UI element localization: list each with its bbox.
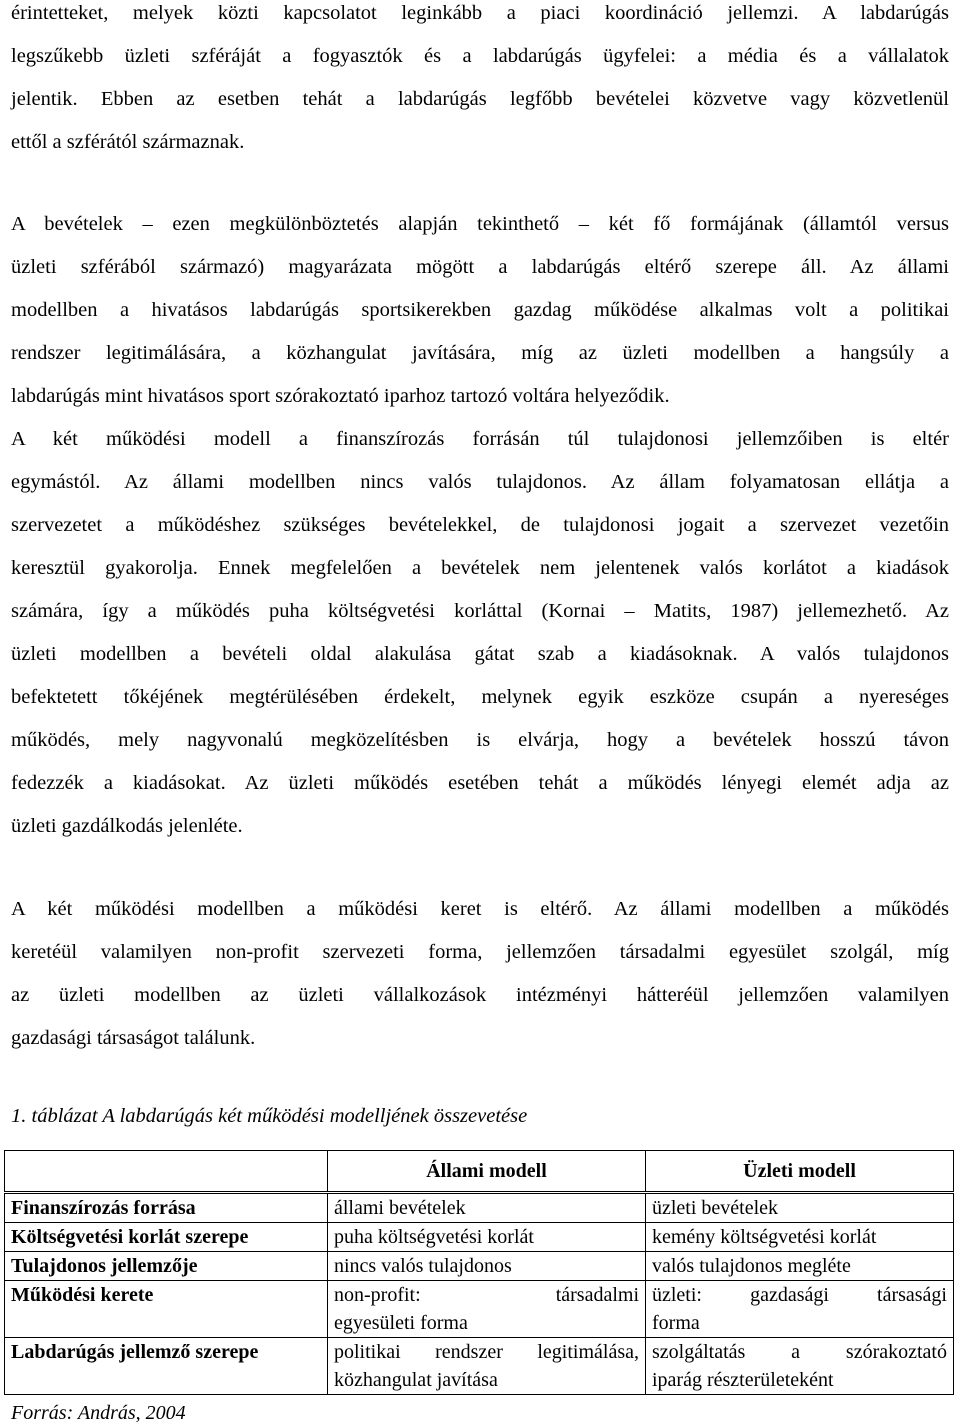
- cell-text: politikai rendszer legitimálása,: [334, 1341, 639, 1363]
- table-row: [5, 1223, 954, 1252]
- cell-text: állami bevételek: [334, 1197, 466, 1219]
- row-label: Labdarúgás jellemző szerepe: [5, 1338, 328, 1395]
- table-row: [5, 1338, 954, 1395]
- text-line: A két működési modellben a működési keret is eltérő. Az állami modellben a működés: [11, 898, 949, 920]
- row-label: Tulajdonos jellemzője: [5, 1252, 328, 1281]
- text-line: egymástól. Az állami modellben nincs valós tulajdonos. Az állam folyamatosan ellátja a: [11, 471, 949, 493]
- paragraph-1: [11, 0, 949, 164]
- business-cell: [646, 1193, 954, 1223]
- cell-text: üzleti bevételek: [652, 1197, 779, 1219]
- paragraph-2: [11, 203, 949, 848]
- comparison-table: [4, 1150, 954, 1395]
- text-line: érintetteket, melyek közti kapcsolatot leginkább a piaci koordináció jellemzi. A labdarúgás: [11, 2, 949, 24]
- cell-text: puha költségvetési korlát: [334, 1226, 534, 1248]
- text-line: ettől a szférától származnak.: [11, 131, 245, 153]
- table-header-business-model: Üzleti modell: [646, 1151, 954, 1193]
- table-caption: 1. táblázat A labdarúgás két működési modelljének összevetése: [11, 1105, 528, 1127]
- row-label: Működési kerete: [5, 1281, 328, 1338]
- text-line: befektetett tőkéjének megtérülésében érdekelt, melynek egyik eszköze csupán a nyereséges: [11, 686, 949, 708]
- cell-text: üzleti: gazdasági társasági: [652, 1284, 947, 1306]
- text-line: jelentik. Ebben az esetben tehát a labdarúgás legfőbb bevételei közvetve vagy közvetlenül: [11, 88, 949, 110]
- text-line: gazdasági társaságot találunk.: [11, 1027, 256, 1049]
- cell-text: nincs valós tulajdonos: [334, 1255, 512, 1277]
- text-line: labdarúgás mint hivatásos sport szórakoztató iparhoz tartozó voltára helyeződik.: [11, 385, 670, 407]
- table-row: [5, 1193, 954, 1223]
- table-source: Forrás: András, 2004: [11, 1402, 186, 1424]
- text-line: modellben a hivatásos labdarúgás sportsikerekben gazdag működése alkalmas volt a politikai: [11, 299, 949, 321]
- text-line: A bevételek – ezen megkülönböztetés alapján tekinthető – két fő formájának (államtól versus: [11, 213, 949, 235]
- business-cell: [646, 1223, 954, 1252]
- text-line: működés, mely nagyvonalú megközelítésben is elvárja, hogy a bevételek hosszú távon: [11, 729, 949, 751]
- state-cell: [328, 1223, 646, 1252]
- text-line: rendszer legitimálására, a közhangulat javítására, míg az üzleti modellben a hangsúly a: [11, 342, 949, 364]
- table-header-row: [5, 1151, 954, 1193]
- cell-text: szolgáltatás a szórakoztató: [652, 1341, 947, 1363]
- table-header-empty: [5, 1151, 328, 1193]
- row-label: Finanszírozás forrása: [5, 1193, 328, 1223]
- cell-text: forma: [652, 1312, 700, 1334]
- cell-text: iparág részterületeként: [652, 1369, 834, 1391]
- state-cell: [328, 1252, 646, 1281]
- table-row: [5, 1281, 954, 1338]
- text-line: üzleti gazdálkodás jelenléte.: [11, 815, 243, 837]
- state-cell: [328, 1281, 646, 1338]
- state-cell: [328, 1338, 646, 1395]
- table-header-state-model: Állami modell: [328, 1151, 646, 1193]
- text-line: üzleti modellben a bevételi oldal alakulása gátat szab a kiadásoknak. A valós tulajdonos: [11, 643, 949, 665]
- text-line: számára, így a működés puha költségvetési korláttal (Kornai – Matits, 1987) jellemezhető. Az: [11, 600, 949, 622]
- row-label: Költségvetési korlát szerepe: [5, 1223, 328, 1252]
- paragraph-3: [11, 888, 949, 1060]
- cell-text: közhangulat javítása: [334, 1369, 498, 1391]
- text-line: az üzleti modellben az üzleti vállalkozások intézményi hátteréül jellemzően valamilyen: [11, 984, 949, 1006]
- business-cell: [646, 1338, 954, 1395]
- cell-text: non-profit: társadalmi: [334, 1284, 639, 1306]
- table-row: [5, 1252, 954, 1281]
- cell-text: kemény költségvetési korlát: [652, 1226, 877, 1248]
- business-cell: [646, 1281, 954, 1338]
- text-line: üzleti szférából származó) magyarázata mögött a labdarúgás eltérő szerepe áll. Az állami: [11, 256, 949, 278]
- state-cell: [328, 1193, 646, 1223]
- text-line: fedezzék a kiadásokat. Az üzleti működés esetében tehát a működés lényegi elemét adja az: [11, 772, 949, 794]
- business-cell: [646, 1252, 954, 1281]
- cell-text: egyesületi forma: [334, 1312, 468, 1334]
- text-line: szervezetet a működéshez szükséges bevételekkel, de tulajdonosi jogait a szervezet vezetőin: [11, 514, 949, 536]
- text-line: keretéül valamilyen non-profit szervezeti forma, jellemzően társadalmi egyesület szolgál, míg: [11, 941, 949, 963]
- text-line: legszűkebb üzleti szféráját a fogyasztók és a labdarúgás ügyfelei: a média és a vállalatok: [11, 45, 949, 67]
- text-line: keresztül gyakorolja. Ennek megfelelően a bevételek nem jelentenek valós korlátot a kiadások: [11, 557, 949, 579]
- cell-text: valós tulajdonos megléte: [652, 1255, 851, 1277]
- text-line: A két működési modell a finanszírozás forrásán túl tulajdonosi jellemzőiben is eltér: [11, 428, 949, 450]
